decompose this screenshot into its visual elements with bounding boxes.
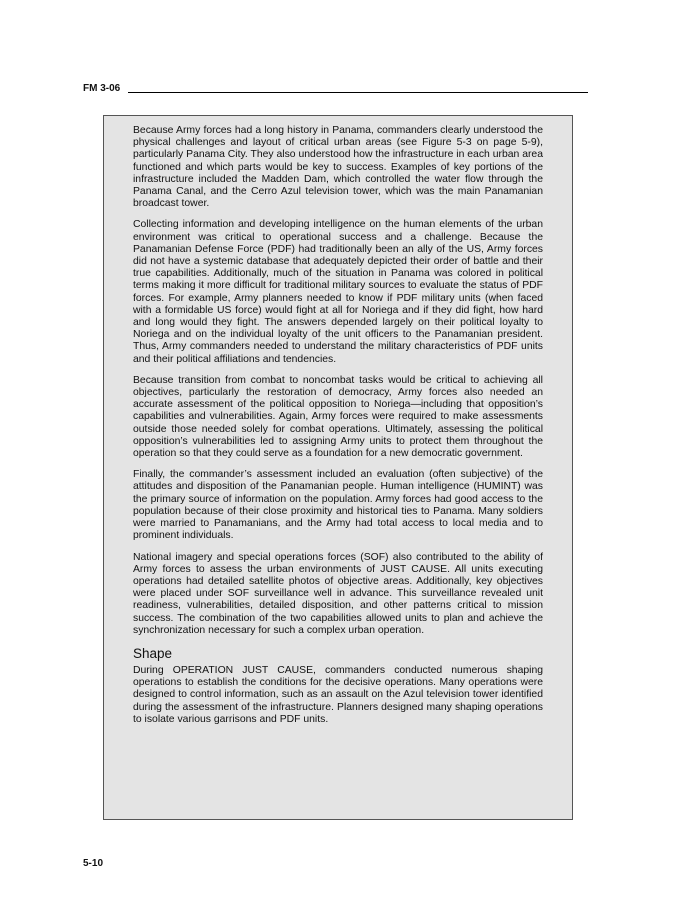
vignette-content bbox=[133, 125, 543, 735]
vignette-paragraph-3: Because transition from combat to noncombat tasks would be critical to achieving all objectives, particularly the restoration of democracy, Army forces also needed an accurate assessment of the political opposition to Noriega—including that opposition’s capabilities and vulnerabilities. Again, Army forces were required to make assessments outside those needed solely for combat operations. Ultimately, assessing the political opposition’s vulnerabilities led to assigning Army units to protect them throughout the operation so that they could serve as a foundation for a new democratic government. bbox=[133, 374, 543, 460]
header-rule bbox=[128, 92, 588, 93]
vignette-box bbox=[103, 115, 573, 820]
vignette-paragraph-5: National imagery and special operations forces (SOF) also contributed to the ability of Army forces to assess the urban environments of JUST CAUSE. All units executing operations had detailed satellite photos of objective areas. Additionally, key objectives were placed under SOF surveillance well in advance. This surveillance revealed unit readiness, vulnerabilities, detailed disposition, and other patterns critical to mission success. The combination of the two capabilities allowed units to plan and achieve the synchronization necessary for such a complex urban operation. bbox=[133, 551, 543, 636]
shape-heading: Shape bbox=[133, 645, 173, 661]
page-number: 5-10 bbox=[83, 858, 104, 869]
running-header bbox=[83, 84, 588, 94]
vignette-paragraph-4: Finally, the commander’s assessment included an evaluation (often subjective) of the attitudes and disposition of the Panamanian people. Human intelligence (HUMINT) was the primary source of information on the population. Army forces had good access to the population because of their close proximity and historical ties to Panama. Many soldiers were married to Panamanians, and the Army had total access to local media and to prominent individuals. bbox=[133, 469, 543, 542]
shape-paragraph: During OPERATION JUST CAUSE, commanders conducted numerous shaping operations to establish the conditions for the decisive operations. Many operations were designed to control information, such as an assault on the Azul television tower identified during the assessment of the infrastructure. Planners designed many shaping operations to isolate various garrisons and PDF units. bbox=[133, 664, 543, 725]
manual-id: FM 3-06 bbox=[83, 83, 121, 94]
vignette-paragraph-1: Because Army forces had a long history in Panama, commanders clearly understood the physical challenges and layout of critical urban areas (see Figure 5-3 on page 5-9), particularly Panama City. They also understood how the infrastructure in each urban area functioned and which parts would be key to success. Examples of key portions of the infrastructure included the Madden Dam, which controlled the water flow through the Panama Canal, and the Cerro Azul television tower, which was the main Panamanian broadcast tower. bbox=[133, 125, 543, 210]
vignette-paragraph-2: Collecting information and developing intelligence on the human elements of the urban environment was critical to operational success and a challenge. Because the Panamanian Defense Force (PDF) had traditionally been an ally of the US, Army forces did not have a systemic database that adequately depicted their order of battle and their true capabilities. Additionally, much of the situation in Panama was colored in political terms making it more difficult for traditional military sources to evaluate the status of PDF forces. For example, Army planners needed to know if PDF military units (when faced with a formidable US force) would fight at all for Noriega and if they did fight, how hard and long would they fight. The answers depended largely on their political loyalty to Noriega and on the individual loyalty of the unit officers to the Panamanian president. Thus, Army commanders needed to understand the military characteristics of PDF units and their political affiliations and tendencies. bbox=[133, 219, 543, 365]
